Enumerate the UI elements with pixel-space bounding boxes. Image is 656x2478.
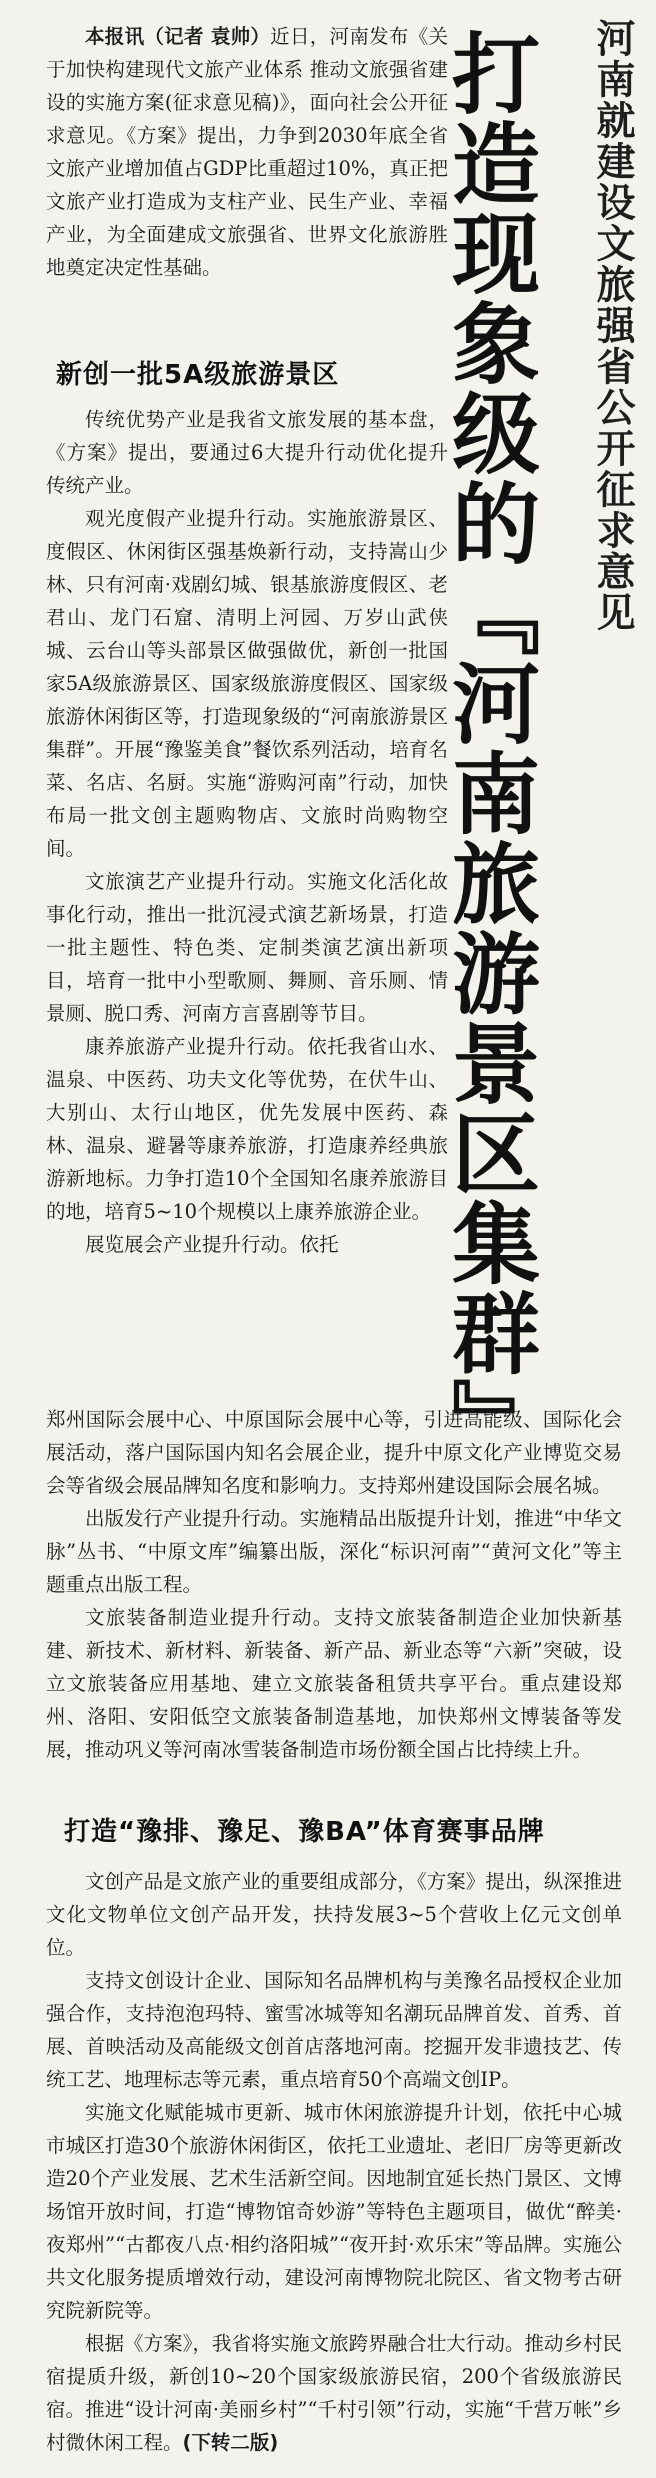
section2-block — [46, 1865, 622, 2459]
paragraph: 出版发行产业提升行动。实施精品出版提升计划，推进“中华文脉”丛书、“中原文库”编纂出版，深化“标识河南”“黄河文化”等主题重点出版工程。 — [46, 1507, 622, 1596]
intro-text: 近日，河南发布《关于加快构建现代文旅产业体系 推动文旅强省建设的实施方案(征求意见稿)》，面向社会公开征求意见。《方案》提出，力争到2030年底全省文旅产业增加值占GDP比重超过10%，真正把文旅产业打造成为支柱产业、民生产业、幸福产业，为全面建成文旅强省、世界文化旅游胜地奠定决定性基础。 — [46, 25, 448, 279]
section1-narrow-block — [46, 403, 448, 1261]
section-heading-2: 打造“豫排、豫足、豫BA”体育赛事品牌 — [64, 1817, 545, 1847]
paragraph: 传统优势产业是我省文旅发展的基本盘，《方案》提出，要通过6大提升行动优化提升传统产业。 — [46, 408, 448, 497]
intro-block — [46, 20, 448, 284]
paragraph: 文创产品是文旅产业的重要组成部分，《方案》提出，纵深推进文化文物单位文创产品开发，扶持发展3~5个营收上亿元文创单位。 — [46, 1870, 622, 1959]
section1-wide-block — [46, 1403, 622, 1766]
paragraph: 观光度假产业提升行动。实施旅游景区、度假区、休闲街区强基焕新行动，支持嵩山少林、只有河南·戏剧幻城、银基旅游度假区、老君山、龙门石窟、清明上河园、万岁山武侠城、云台山等头部景区做强做优，新创一批国家5A级旅游景区、国家级旅游度假区、国家级旅游休闲街区等，打造现象级的“河南旅游景区集群”。开展“豫鉴美食”餐饮系列活动，培育名菜、名店、名厨。实施“游购河南”行动，加快布局一批文创主题购物店、文旅时尚购物空间。 — [46, 507, 448, 860]
paragraph: 文旅演艺产业提升行动。实施文化活化故事化行动，推出一批沉浸式演艺新场景，打造一批主题性、特色类、定制类演艺演出新项目，培育一批中小型歌厕、舞厕、音乐厕、情景厕、脱口秀、河南方言喜剧等节目。 — [46, 870, 448, 1025]
paragraph — [46, 2327, 622, 2459]
headline-title: 打造现象级的『河南旅游景区集群』 — [438, 28, 541, 1468]
paragraph: 展览展会产业提升行动。依托 — [85, 1233, 339, 1256]
continuation-note: (下转二版) — [182, 2431, 279, 2454]
paragraph-text: 根据《方案》，我省将实施文旅跨界融合壮大行动。推动乡村民宿提质升级，新创10~20个国家级旅游民宿，200个省级旅游民宿。推进“设计河南·美丽乡村”“千村引领”行动，实施“千营万帐”乡村微休闲工程。 — [46, 2332, 622, 2454]
section-heading-1: 新创一批5A级旅游景区 — [56, 360, 340, 390]
headline-subtitle: 河南就建设文旅强省公开征求意见 — [590, 18, 635, 633]
paragraph: 支持文创设计企业、国际知名品牌机构与美豫名品授权企业加强合作，支持泡泡玛特、蜜雪冰城等知名潮玩品牌首发、首秀、首展、首映活动及高能级文创首店落地河南。挖掘开发非遗技艺、传统工艺、地理标志等元素，重点培育50个高端文创IP。 — [46, 1969, 622, 2091]
intro-paragraph — [46, 20, 448, 284]
paragraph: 郑州国际会展中心、中原国际会展中心等，引进高能级、国际化会展活动，落户国际国内知名会展企业，提升中原文化产业博览交易会等省级会展品牌知名度和影响力。支持郑州建设国际会展名城。 — [46, 1408, 622, 1497]
paragraph: 康养旅游产业提升行动。依托我省山水、温泉、中医药、功夫文化等优势，在伏牛山、大别山、太行山地区，优先发展中医药、森林、温泉、避暑等康养旅游，打造康养经典旅游新地标。力争打造10个全国知名康养旅游目的地，培育5~10个规模以上康养旅游企业。 — [46, 1035, 448, 1223]
paragraph: 文旅装备制造业提升行动。支持文旅装备制造企业加快新基建、新技术、新材料、新装备、新产品、新业态等“六新”突破，设立文旅装备应用基地、建立文旅装备租赁共享平台。重点建设郑州、洛阳、安阳低空文旅装备制造基地，加快郑州文博装备等发展，推动巩义等河南冰雪装备制造市场份额全国占比持续上升。 — [46, 1606, 622, 1761]
paragraph: 实施文化赋能城市更新、城市休闲旅游提升计划，依托中心城市城区打造30个旅游休闲街区，依托工业遗址、老旧厂房等更新改造20个产业发展、艺术生活新空间。因地制宜延长热门景区、文博场馆开放时间，打造“博物馆奇妙游”等特色主题项目，做优“醉美·夜郑州”“古都夜八点·相约洛阳城”“夜开封·欢乐宋”等品牌。实施公共文化服务提质增效行动，建设河南博物院北院区、省文物考古研究院新院等。 — [46, 2101, 622, 2322]
byline: 本报讯（记者 袁帅） — [85, 25, 271, 48]
